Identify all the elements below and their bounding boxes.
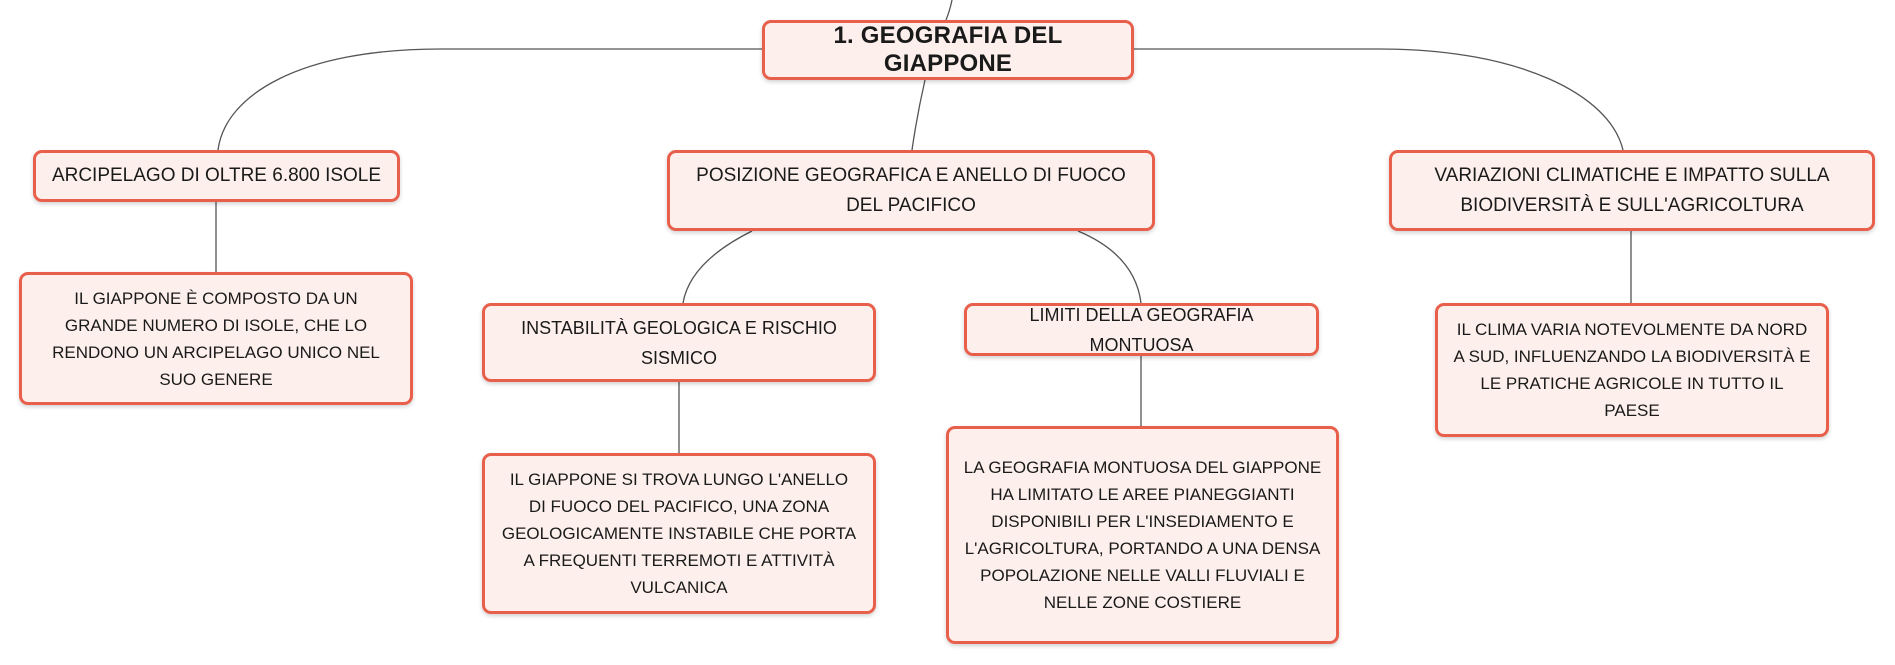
detail-climate[interactable] [1435,303,1829,437]
detail-instability-text: IL GIAPPONE SI TROVA LUNGO L'ANELLO DI FUOCO DEL PACIFICO, UNA ZONA GEOLOGICAMENTE INSTABILE CHE PORTA A FREQUENTI TERREMOTI E ATTIVITÀ VULCANICA [501,470,857,597]
detail-archipelago-text: IL GIAPPONE È COMPOSTO DA UN GRANDE NUMERO DI ISOLE, CHE LO RENDONO UN ARCIPELAGO UNICO NEL SUO GENERE [52,288,380,389]
detail-mountain-text: LA GEOGRAFIA MONTUOSA DEL GIAPPONE HA LIMITATO LE AREE PIANEGGIANTI DISPONIBILI PER L'INSEDIAMENTO E L'AGRICOLTURA, PORTANDO A UNA DENSA POPOLAZIONE NELLE VALLI FLUVIALI E NELLE ZONE COSTIERE [963,458,1322,612]
topic-position[interactable] [667,150,1155,231]
subtopic-instability[interactable] [482,303,876,382]
detail-mountain[interactable] [946,426,1339,644]
topic-archipelago[interactable] [33,150,400,202]
topic-climate[interactable] [1389,150,1875,231]
connector-parent-to-root [946,0,952,20]
connector-position-to-instability [683,231,752,303]
connector-position-to-mountain [1078,231,1141,303]
subtopic-mountain-label: LIMITI DELLA GEOGRAFIA MONTUOSA [1029,304,1254,355]
topic-archipelago-label: ARCIPELAGO DI OLTRE 6.800 ISOLE [51,165,382,186]
detail-climate-text: IL CLIMA VARIA NOTEVOLMENTE DA NORD A SUD, INFLUENZANDO LA BIODIVERSITÀ E LE PRATICHE AGRICOLE IN TUTTO IL PAESE [1453,320,1811,420]
detail-archipelago[interactable] [19,272,413,405]
root-node[interactable] [762,20,1134,80]
topic-position-label: POSIZIONE GEOGRAFICA E ANELLO DI FUOCO DEL PACIFICO [696,164,1126,216]
subtopic-instability-label: INSTABILITÀ GEOLOGICA E RISCHIO SISMICO [521,317,837,368]
detail-instability[interactable] [482,453,876,614]
connector-root-to-climate [1134,49,1623,150]
subtopic-mountain[interactable] [964,303,1319,356]
connector-root-to-position [912,80,925,150]
connector-root-to-archipelago [218,49,762,150]
topic-climate-label: VARIAZIONI CLIMATICHE E IMPATTO SULLA BIODIVERSITÀ E SULL'AGRICOLTURA [1434,164,1830,216]
root-label: 1. GEOGRAFIA DEL GIAPPONE [833,22,1063,77]
